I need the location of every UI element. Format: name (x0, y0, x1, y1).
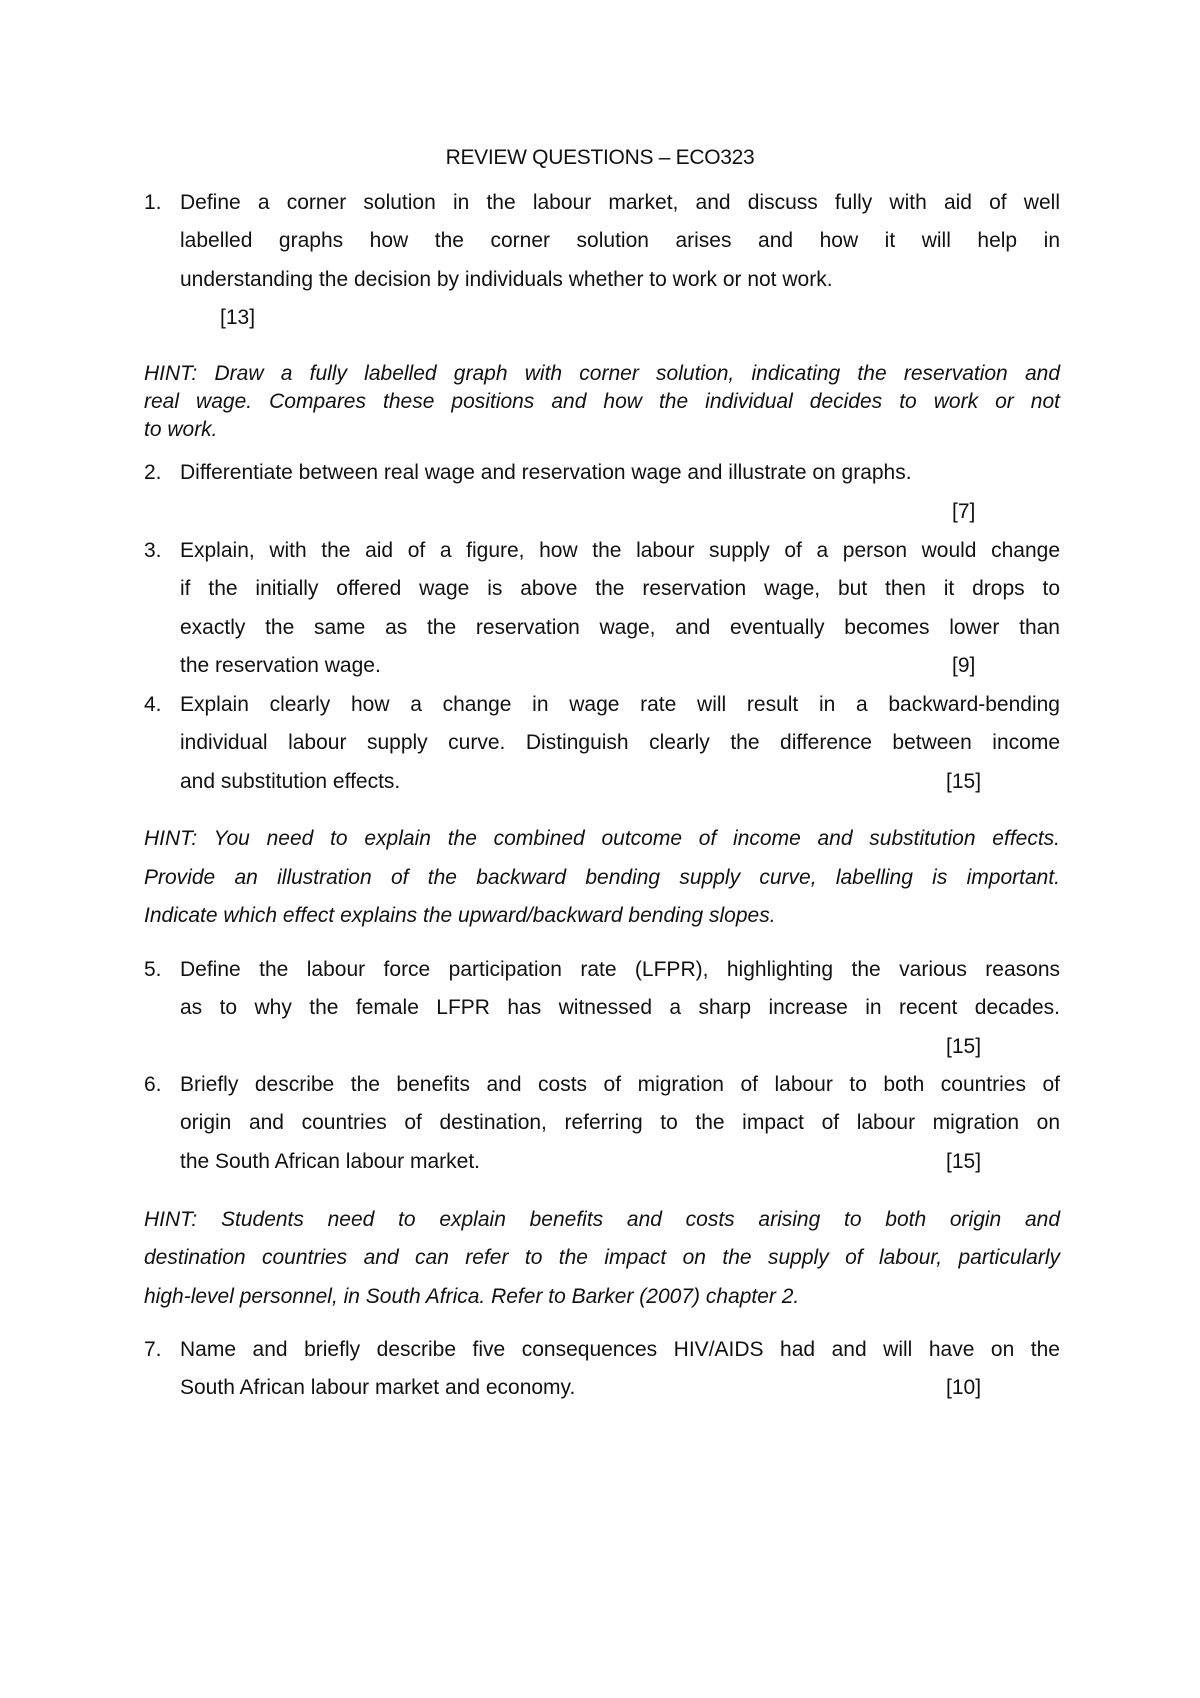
question-line: South African labour market and economy. (180, 1376, 576, 1399)
hint-line: HINT: You need to explain the combined outcome of income and substitution effects. (144, 827, 1060, 850)
question-line: if the initially offered wage is above the reservation wage, but then it drops to (180, 577, 1060, 600)
question-line: Explain, with the aid of a figure, how the labour supply of a person would change (180, 539, 1060, 562)
question-line: exactly the same as the reservation wage, and eventually becomes lower than (180, 616, 1060, 639)
hint-line: Indicate which effect explains the upward/backward bending slopes. (144, 904, 776, 927)
question-mark: [15] (946, 1035, 982, 1058)
question-mark: [7] (952, 500, 976, 523)
question-line: labelled graphs how the corner solution arises and how it will help in (180, 229, 1060, 252)
question-number: 5. (144, 958, 162, 981)
question-line: Briefly describe the benefits and costs of migration of labour to both countries of (180, 1073, 1060, 1096)
question-mark: [10] (946, 1376, 982, 1399)
question-mark: [15] (946, 770, 982, 793)
question-line: the South African labour market. (180, 1150, 480, 1173)
question-line: Explain clearly how a change in wage rate will result in a backward-bending (180, 693, 1060, 716)
question-line: Define the labour force participation rate (LFPR), highlighting the various reasons (180, 958, 1060, 981)
hint-line: destination countries and can refer to the impact on the supply of labour, particularly (144, 1246, 1060, 1269)
question-line: Name and briefly describe five consequences HIV/AIDS had and will have on the (180, 1338, 1060, 1361)
question-mark: [15] (946, 1150, 982, 1173)
page-title: REVIEW QUESTIONS – ECO323 (445, 146, 755, 169)
question-number: 4. (144, 693, 162, 716)
question-number: 3. (144, 539, 162, 562)
question-number: 6. (144, 1073, 162, 1096)
question-line: and substitution effects. (180, 770, 401, 793)
question-line: understanding the decision by individuals whether to work or not work. (180, 268, 833, 291)
question-mark: [9] (952, 654, 976, 677)
question-number: 2. (144, 461, 162, 484)
question-number: 7. (144, 1338, 162, 1361)
question-line: as to why the female LFPR has witnessed a sharp increase in recent decades. (180, 996, 1060, 1019)
hint-line: HINT: Students need to explain benefits and costs arising to both origin and (144, 1208, 1060, 1231)
hint-line: real wage. Compares these positions and how the individual decides to work or not (144, 390, 1060, 413)
question-line: the reservation wage. (180, 654, 381, 677)
hint-line: HINT: Draw a fully labelled graph with corner solution, indicating the reservation and (144, 362, 1060, 385)
hint-line: high-level personnel, in South Africa. Refer to Barker (2007) chapter 2. (144, 1285, 800, 1308)
question-line: Differentiate between real wage and reservation wage and illustrate on graphs. (180, 461, 912, 484)
hint-line: Provide an illustration of the backward bending supply curve, labelling is important. (144, 866, 1060, 889)
question-number: 1. (144, 191, 162, 214)
question-mark: [13] (220, 306, 256, 329)
question-line: origin and countries of destination, referring to the impact of labour migration on (180, 1111, 1060, 1134)
hint-line: to work. (144, 418, 218, 441)
question-line: individual labour supply curve. Distinguish clearly the difference between income (180, 731, 1060, 754)
question-line: Define a corner solution in the labour market, and discuss fully with aid of well (180, 191, 1060, 214)
